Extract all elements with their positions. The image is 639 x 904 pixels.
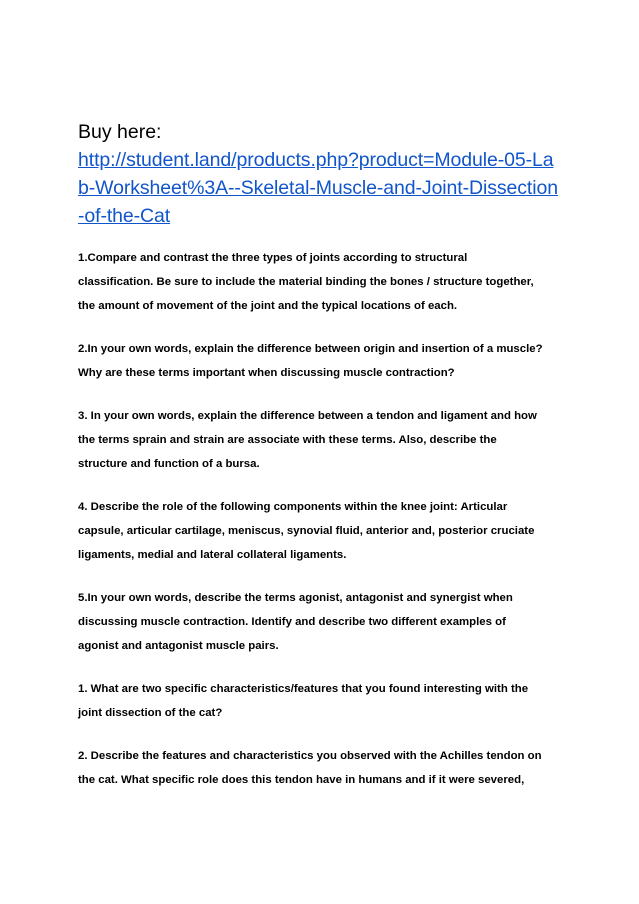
question-line: 5.In your own words, describe the terms agonist, antagonist and synergist when	[78, 592, 513, 604]
product-link[interactable]	[78, 146, 568, 230]
question-line: 3. In your own words, explain the difference between a tendon and ligament and how	[78, 410, 537, 422]
question-line: ligaments, medial and lateral collateral ligaments.	[78, 549, 347, 561]
document-page	[78, 118, 568, 811]
product-link-line-2[interactable]: b-Worksheet%3A--Skeletal-Muscle-and-Joint-Dissection	[78, 177, 558, 199]
question-line: the amount of movement of the joint and the typical locations of each.	[78, 300, 458, 312]
question-tendon-ligament	[78, 404, 568, 476]
question-knee-joint	[78, 495, 568, 567]
question-line: 2.In your own words, explain the difference between origin and insertion of a muscle?	[78, 343, 543, 355]
question-joints-classification	[78, 246, 568, 318]
question-line: 1. What are two specific characteristics/features that you found interesting with the	[78, 683, 529, 695]
question-achilles-tendon	[78, 744, 568, 792]
question-line: agonist and antagonist muscle pairs.	[78, 640, 279, 652]
question-line: classification. Be sure to include the material binding the bones / structure together,	[78, 276, 534, 288]
question-line: the cat. What specific role does this tendon have in humans and if it were severed,	[78, 774, 525, 786]
product-link-line-1[interactable]: http://student.land/products.php?product=Module-05-La	[78, 149, 554, 171]
question-line: joint dissection of the cat?	[78, 707, 223, 719]
question-origin-insertion	[78, 337, 568, 385]
question-line: discussing muscle contraction. Identify and describe two different examples of	[78, 616, 506, 628]
question-line: the terms sprain and strain are associate with these terms. Also, describe the	[78, 434, 497, 446]
product-link-line-3[interactable]: -of-the-Cat	[78, 205, 171, 227]
question-line: 2. Describe the features and characteristics you observed with the Achilles tendon on	[78, 750, 542, 762]
question-cat-joint-dissection	[78, 677, 568, 725]
buy-here-label: Buy here:	[78, 121, 162, 143]
question-line: 4. Describe the role of the following components within the knee joint: Articular	[78, 501, 508, 513]
question-agonist-antagonist	[78, 586, 568, 658]
question-line: capsule, articular cartilage, meniscus, synovial fluid, anterior and, posterior cruciate	[78, 525, 535, 537]
question-line: Why are these terms important when discussing muscle contraction?	[78, 367, 455, 379]
question-line: structure and function of a bursa.	[78, 458, 260, 470]
question-line: 1.Compare and contrast the three types of joints according to structural	[78, 252, 468, 264]
